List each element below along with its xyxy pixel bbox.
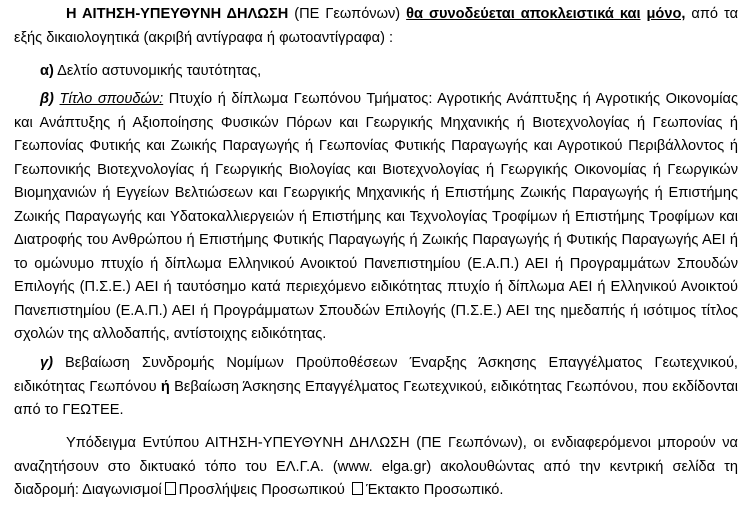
item-a-label: α) <box>40 63 54 79</box>
intro-emphasis: θα συνοδεύεται αποκλειστικά και <box>406 6 641 22</box>
item-c-text1: Βεβαίωση Συνδρομής Νομίμων Προϋποθέσεων Έναρξης Άσκησης Επαγγέλματος Γεωτεχνικού, ειδικότητας Γεωπόνου <box>14 355 738 395</box>
item-b-text: Πτυχίο ή δίπλωμα Γεωπόνου Τμήματος: Αγροτικής Ανάπτυξης ή Αγροτικής Οικονομίας και Ανάπτυξης ή Αξιοποίησης Φυσικών Πόρων και Γεωργικής Μηχανικής ή Βιοτεχνολογίας ή Γεωπονίας ή Γεωπονίας Φυτικής και Ζωικής Παραγωγής ή Γεωπονίας Φυτικής Παραγωγής και Αγροτικού Περιβάλλοντος ή Γεωπονικής Βιοτεχνολογίας ή Γεωργικής Βιολογίας και Βιοτεχνολογίας ή Γεωργικής Οικονομίας ή Γεωργικών Βιομηχανιών ή Εγγείων Βελτιώσεων και Γεωργικής Μηχανικής ή Επιστήμης Ζωικής Παραγωγής ή Επιστήμης Ζωικής Παραγωγής και Υδατοκαλλιεργειών ή Επιστήμης και Τεχνολογίας Τροφίμων ή Επιστήμης Τροφίμων και Διατροφής του Ανθρώπου ή Επιστήμης Φυτικής Παραγωγής ή Ζωικής Παραγωγής ή Φυτικής Παραγωγής ΑΕΙ ή το ομώνυμο πτυχίο ή δίπλωμα Ελληνικού Ανοικτού Πανεπιστημίου (Ε.Α.Π.) ΑΕΙ ή Προγραμμάτων Σπουδών Επιλογής (Π.Σ.Ε.) ΑΕΙ ή ταυτόσημο κατά περιεχόμενο ειδικότητας πτυχίο ή δίπλωμα ΑΕΙ ή Ελληνικού Ανοικτού Πανεπιστημίου (Ε.Α.Π.) ΑΕΙ ή Προγράμματων Σπουδών Επιλογής (Π.Σ.Ε.) ΑΕΙ της ημεδαπής ή ισότιμος τίτλος σχολών της αλλοδαπής, αντίστοιχης ειδικότητας. <box>14 91 738 342</box>
item-a-text: Δελτίο αστυνομικής ταυτότητας, <box>57 63 262 79</box>
intro-paragraph <box>14 3 738 50</box>
item-c <box>14 352 738 423</box>
intro-specialty: (ΠΕ Γεωπόνων) <box>288 6 407 22</box>
note-text1: Υπόδειγμα Εντύπου ΑΙΤΗΣΗ-ΥΠΕΥΘΥΝΗ ΔΗΛΩΣΗ (ΠΕ Γεωπόνων), οι ενδιαφερόμενοι μπορούν να αναζητήσουν στο δικτυακό τόπο του ΕΛ.Γ.Α. (www. elga.gr) ακολουθώντας από την κεντρική σελίδα τη διαδρομή: Διαγωνισμοί <box>14 435 738 498</box>
note-text2: Προσλήψεις Προσωπικού <box>178 482 345 498</box>
form-title: Η ΑΙΤΗΣΗ-ΥΠΕΥΘΥΝΗ ΔΗΛΩΣΗ <box>66 6 289 22</box>
item-c-or: ή <box>160 378 170 395</box>
note-paragraph <box>14 432 738 503</box>
item-b <box>14 88 738 347</box>
item-c-label: γ) <box>40 355 53 371</box>
arrow-box-icon <box>165 482 176 495</box>
arrow-box-icon <box>352 482 363 495</box>
intro-emphasis-end: μόνο, <box>646 6 686 22</box>
note-text3: Έκτακτο Προσωπικό. <box>365 482 504 498</box>
intro-rest: από τα εξής δικαιολογητικά (ακριβή αντίγραφα ή φωτοαντίγραφα) : <box>14 6 739 46</box>
item-b-label: β) <box>40 91 54 107</box>
item-b-title: Τίτλο σπουδών: <box>59 91 164 107</box>
item-c-text2: Βεβαίωση Άσκησης Επαγγέλματος Γεωτεχνικού, ειδικότητας Γεωπόνου, που εκδίδονται από το ΓΕΩΤΕΕ. <box>14 378 738 418</box>
item-a <box>14 60 738 84</box>
